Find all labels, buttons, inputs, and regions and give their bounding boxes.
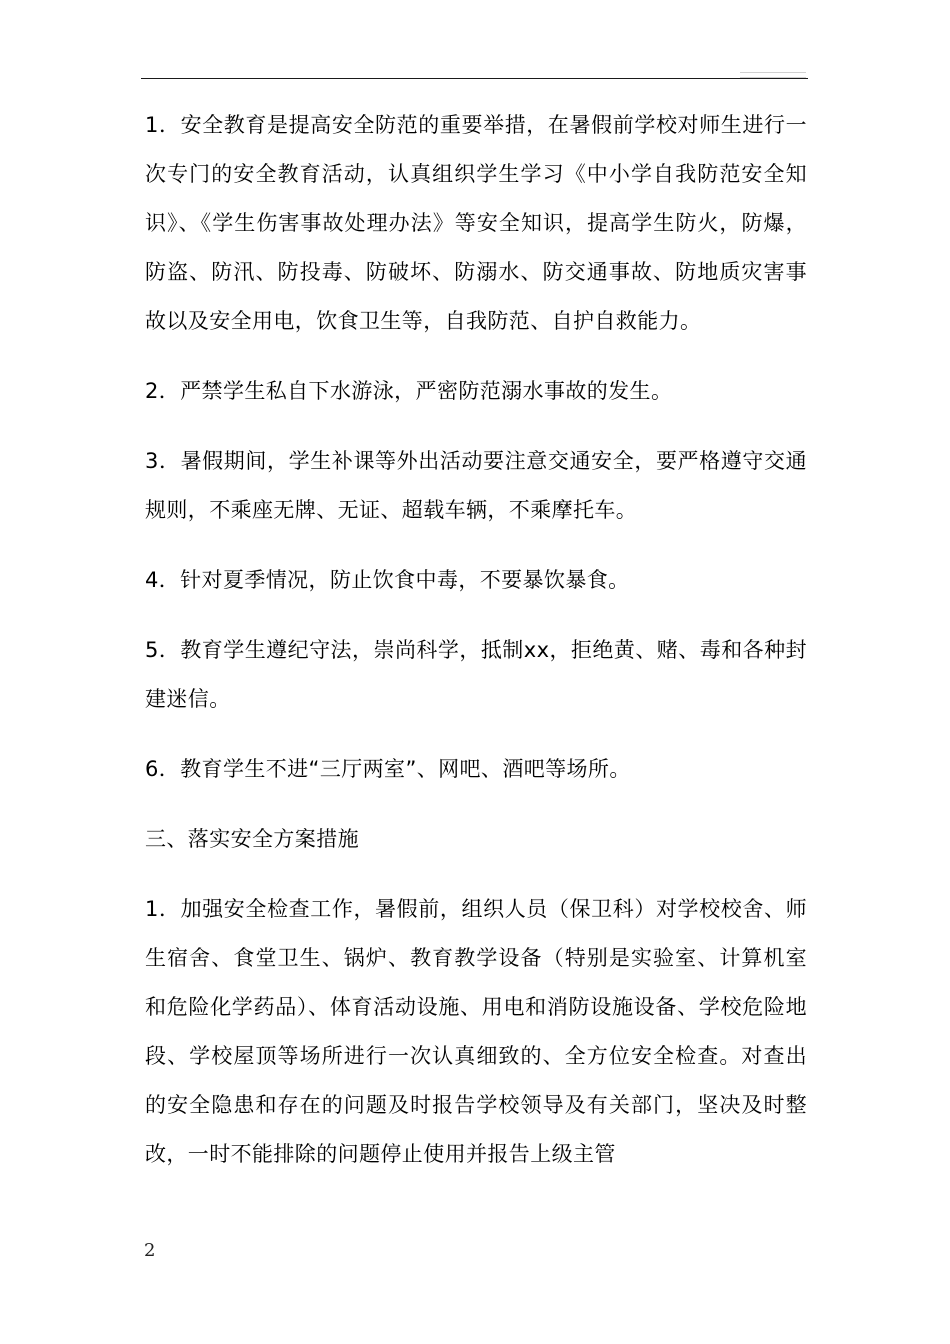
document-body [145,101,807,1200]
section-heading: 三、落实安全方案措施 [145,827,359,851]
paragraph-safety-inspection: 1．加强安全检查工作，暑假前，组织人员（保卫科）对学校校舍、师生宿舍、食堂卫生、锅炉、教育教学设备（特别是实验室、计算机室和危险化学药品）、体育活动设施、用电和消防设施设备、学校危险地段、学校屋顶等场所进行一次认真细致的、全方位安全检查。对查出的安全隐患和存在的问题及时报告学校领导及有关部门，坚决及时整改，一时不能排除的问题停止使用并报告上级主管 [145,897,807,1166]
paragraph-food-safety: 4．针对夏季情况，防止饮食中毒，不要暴饮暴食。 [145,568,630,592]
paragraph-no-swimming: 2．严禁学生私自下水游泳，严密防范溺水事故的发生。 [145,379,673,403]
page-number: 2 [144,1240,156,1261]
paragraph-traffic-safety: 3．暑假期间，学生补课等外出活动要注意交通安全，要严格遵守交通规则，不乘座无牌、无证、超载车辆，不乘摩托车。 [145,449,807,522]
header-mark [740,72,806,78]
paragraph-law-abiding: 5．教育学生遵纪守法，崇尚科学，抵制xx，拒绝黄、赌、毒和各种封建迷信。 [145,638,807,711]
paragraph-venues: 6．教育学生不进“三厅两室”、网吧、酒吧等场所。 [145,757,631,781]
paragraph-safety-education: 1．安全教育是提高安全防范的重要举措，在暑假前学校对师生进行一次专门的安全教育活动，认真组织学生学习《中小学自我防范安全知识》、《学生伤害事故处理办法》等安全知识，提高学生防火，防爆，防盗、防汛、防投毒、防破坏、防溺水、防交通事故、防地质灾害事故以及安全用电，饮食卫生等，自我防范、自护自救能力。 [145,113,807,333]
header-rule [141,78,808,79]
